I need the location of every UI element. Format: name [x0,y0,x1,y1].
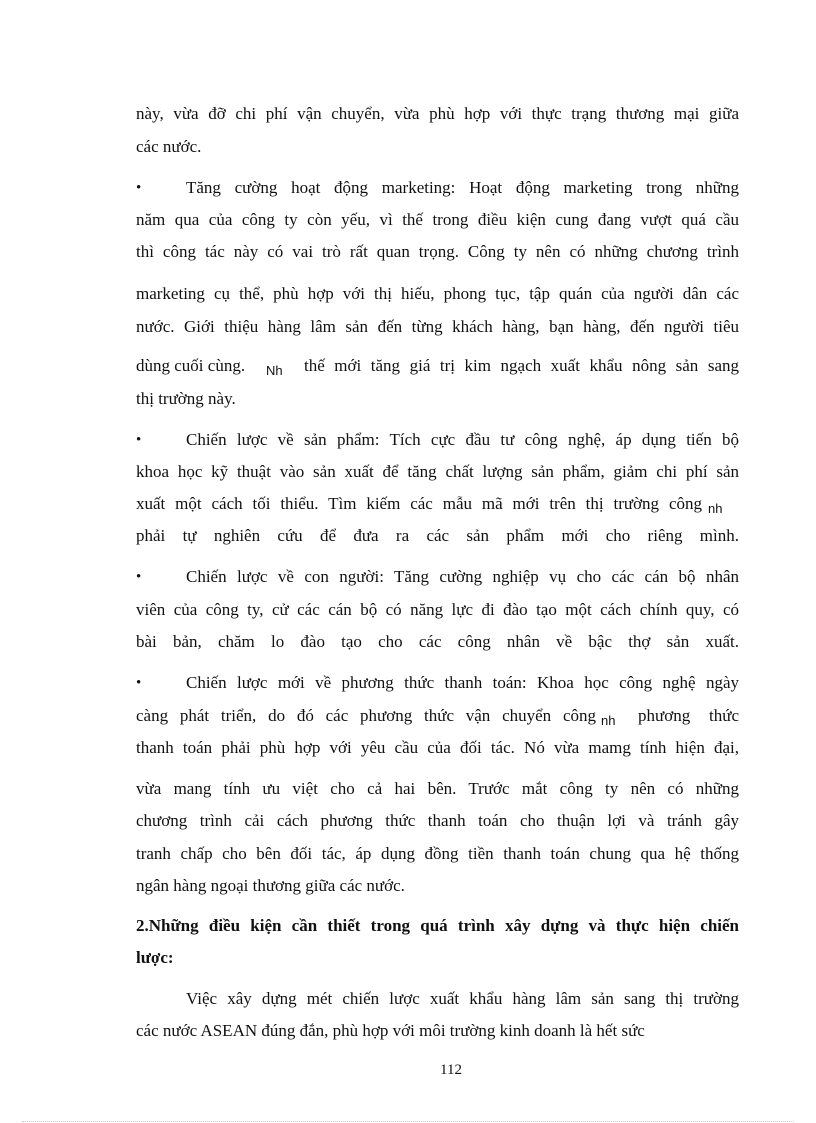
body-line: thì công tác này có vai trò rất quan trọng. Công ty nên có những chương trình [136,242,739,261]
body-line: ngân hàng ngoại thương giữa các nước. [136,876,405,895]
body-line: này, vừa đỡ chi phí vận chuyển, vừa phù hợp với thực trạng thương mại giữa [136,104,739,123]
section-heading: lược: [136,948,174,967]
body-line: phải tự nghiên cứu để đưa ra các sản phẩm mới cho riêng mình. [136,526,739,545]
body-line: chương trình cải cách phương thức thanh toán cho thuận lợi và tránh gây [136,811,739,830]
body-line: marketing cụ thể, phù hợp với thị hiếu, phong tục, tập quán của người dân các [136,284,739,303]
body-line: Chiến lược mới về phương thức thanh toán: Khoa học công nghệ ngày [186,673,739,692]
page-edge-rule [22,1121,794,1122]
body-line: vừa mang tính ưu việt cho cả hai bên. Trước mắt công ty nên có những [136,779,739,798]
body-line: dùng cuối cùng. [136,356,246,375]
bullet-marker: • [136,569,142,585]
page-number: 112 [440,1062,462,1078]
ocr-fragment: Nh [266,363,283,378]
body-line: khoa học kỹ thuật vào sản xuất để tăng chất lượng sản phẩm, giảm chi phí sản [136,462,739,481]
ocr-fragment: nh [601,713,616,728]
body-line: nước. Giới thiệu hàng lâm sản đến từng khách hàng, bạn hàng, đến người tiêu [136,317,739,336]
ocr-fragment: nh [708,501,723,516]
body-line: các nước ASEAN đúng đắn, phù hợp với môi trường kinh doanh là hết sức [136,1021,645,1040]
body-line: tranh chấp cho bên đối tác, áp dụng đồng tiền thanh toán chung qua hệ thống [136,844,739,863]
bullet-marker: • [136,180,142,196]
body-line: thế mới tăng giá trị kim ngạch xuất khẩu nông sản sang [304,356,739,375]
bullet-marker: • [136,675,142,691]
body-line: các nước. [136,137,202,156]
body-line: càng phát triển, do đó các phương thức vận chuyển công [136,706,596,725]
body-line: xuất một cách tối thiểu. Tìm kiếm các mẫu mã mới trên thị trường công [136,494,702,513]
body-line: bài bản, chăm lo đào tạo cho các công nhân về bậc thợ sản xuất. [136,632,739,651]
body-line: viên của công ty, cử các cán bộ có năng lực đi đào tạo một cách chính quy, có [136,600,739,619]
body-line: thị trường này. [136,389,236,408]
body-line: năm qua của công ty còn yếu, vì thế trong điều kiện cung đang vượt quá cầu [136,210,739,229]
bullet-marker: • [136,432,142,448]
body-line: Tăng cường hoạt động marketing: Hoạt động marketing trong những [186,178,739,197]
body-line: thanh toán phải phù hợp với yêu cầu của đối tác. Nó vừa mamg tính hiện đại, [136,738,739,757]
body-line: Chiến lược về con người: Tăng cường nghiệp vụ cho các cán bộ nhân [186,567,739,586]
body-line: Việc xây dựng mét chiến lược xuất khẩu hàng lâm sản sang thị trường [186,989,739,1008]
section-heading: 2.Những điều kiện cần thiết trong quá trình xây dựng và thực hiện chiến [136,916,739,935]
body-line: Chiến lược về sản phẩm: Tích cực đầu tư công nghệ, áp dụng tiến bộ [186,430,739,449]
body-line: phương thức [638,706,739,725]
